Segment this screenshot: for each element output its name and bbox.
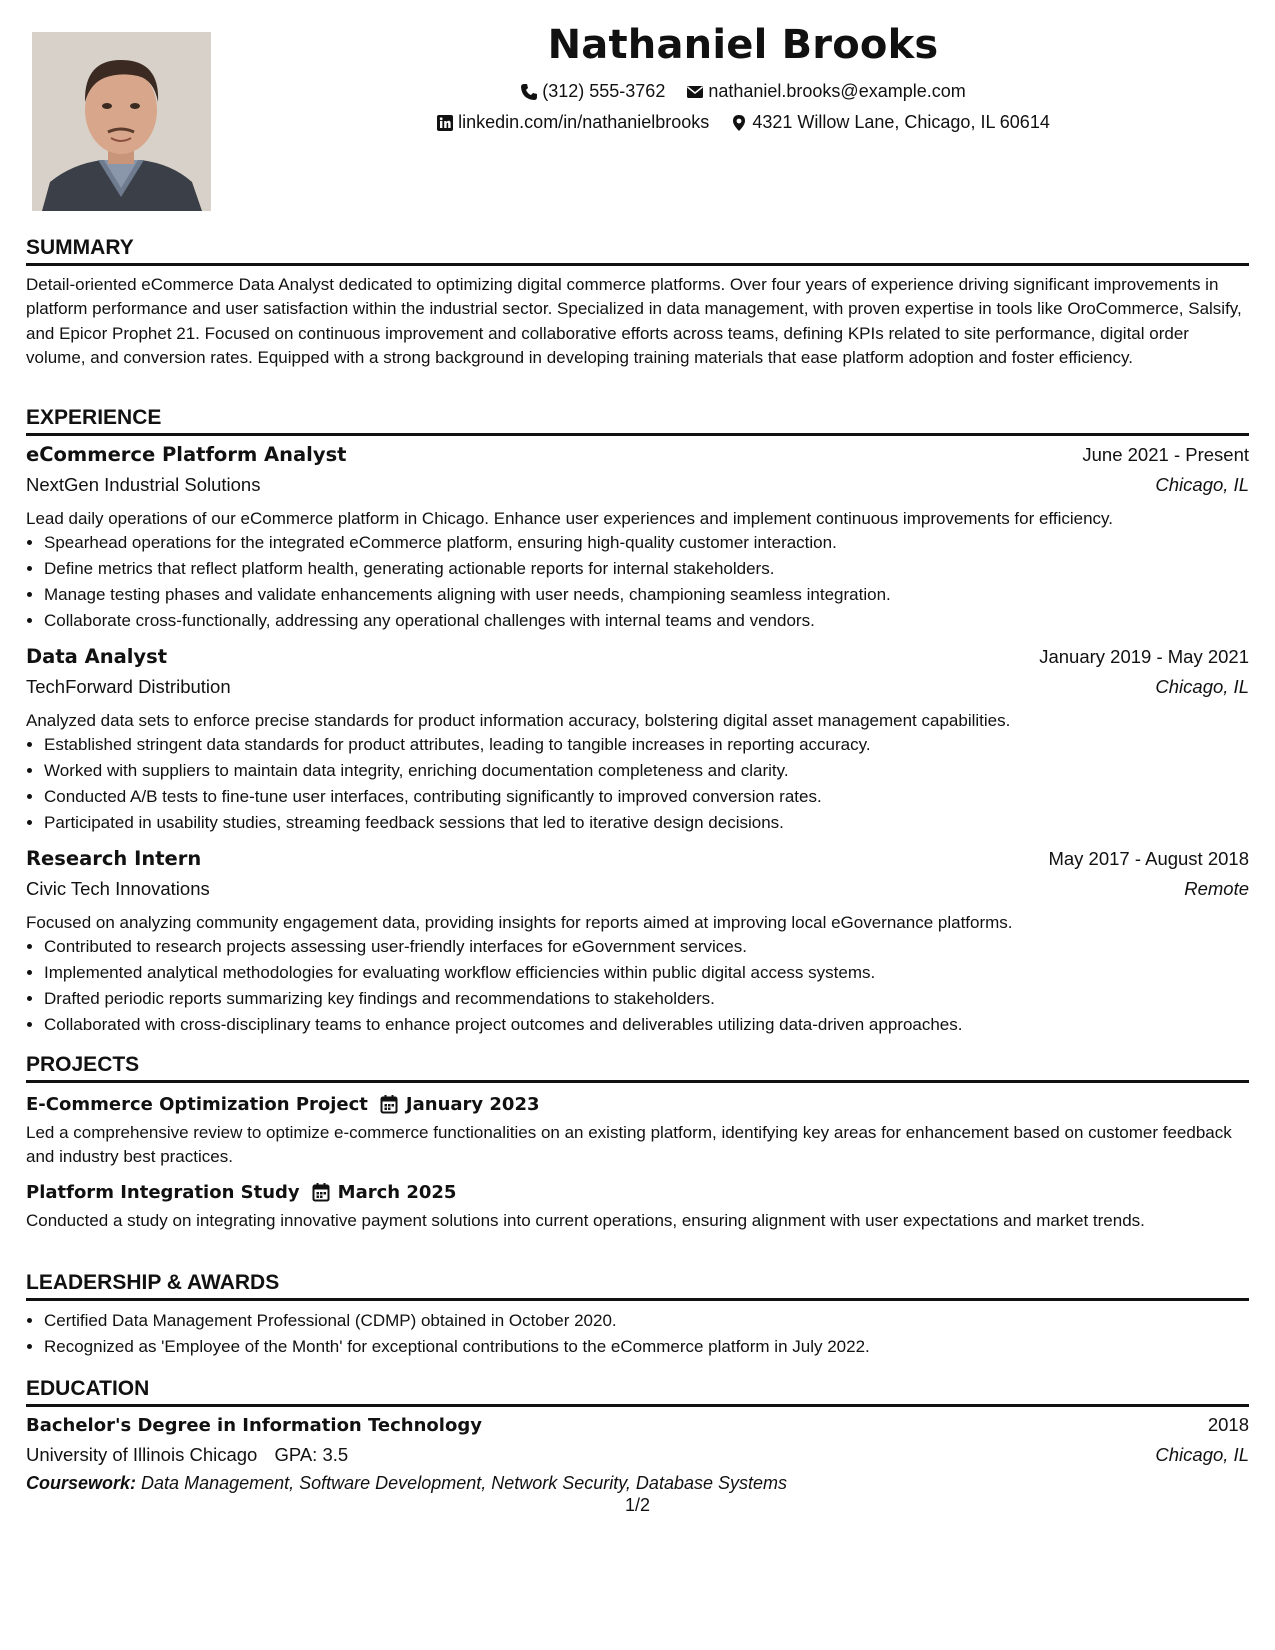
job-title: Research Intern: [26, 847, 202, 870]
job-description: Lead daily operations of our eCommerce platform in Chicago. Enhance user experiences and implement continuous improvements for efficiency.: [26, 509, 1113, 528]
projects-heading: PROJECTS: [26, 1052, 1249, 1083]
job-description: Analyzed data sets to enforce precise standards for product information accuracy, bolstering digital asset management capabilities.: [26, 711, 1011, 730]
list-item: • Contributed to research projects assessing user-friendly interfaces for eGovernment services.: [44, 934, 1249, 960]
leadership-bullets: [26, 1308, 1249, 1360]
project-header: [26, 1091, 540, 1117]
calendar-icon: [380, 1094, 398, 1114]
coursework-list: Data Management, Software Development, Network Security, Database Systems: [141, 1473, 787, 1493]
job-dates: June 2021 - Present: [1082, 444, 1249, 465]
experience-heading: EXPERIENCE: [26, 405, 1249, 436]
job-bullets: [26, 934, 1249, 1038]
list-item: • Certified Data Management Professional (CDMP) obtained in October 2020.: [44, 1308, 1249, 1334]
project-date: March 2025: [337, 1181, 457, 1203]
job-dates: January 2019 - May 2021: [1039, 646, 1249, 667]
job-description: Focused on analyzing community engagement data, providing insights for reports aimed at improving local eGovernance platforms.: [26, 913, 1013, 932]
address-contact: [730, 112, 1050, 133]
leadership-heading: LEADERSHIP & AWARDS: [26, 1270, 1249, 1301]
summary-heading: SUMMARY: [26, 235, 1249, 266]
gpa: GPA: 3.5: [274, 1444, 349, 1465]
education-heading: EDUCATION: [26, 1376, 1249, 1407]
calendar-icon: [312, 1182, 330, 1202]
coursework-label: Coursework:: [26, 1473, 137, 1493]
job-header: [26, 847, 1249, 875]
list-item: • Collaborated with cross-disciplinary teams to enhance project outcomes and deliverables utilizing data-driven approaches.: [44, 1012, 1249, 1038]
phone-text: (312) 555-3762: [542, 81, 666, 101]
contact-line-1: [211, 81, 1275, 106]
job-company-row: [26, 878, 1249, 906]
job-header: [26, 645, 1249, 673]
list-item: • Manage testing phases and validate enhancements aligning with user needs, championing seamless integration.: [44, 582, 1249, 608]
list-item: • Established stringent data standards for product attributes, leading to tangible increases in reporting accuracy.: [44, 732, 1249, 758]
job-company: NextGen Industrial Solutions: [26, 474, 261, 495]
project-date: January 2023: [405, 1093, 540, 1115]
address-text: 4321 Willow Lane, Chicago, IL 60614: [752, 112, 1050, 132]
job-location: Chicago, IL: [1155, 676, 1249, 697]
job-company-row: [26, 676, 1249, 704]
job-header: [26, 443, 1249, 471]
graduation-year: 2018: [1207, 1414, 1249, 1435]
project-description: Conducted a study on integrating innovative payment solutions into current operations, ensuring alignment with user expectations and market trends.: [26, 1211, 1145, 1230]
education-school-row: [26, 1444, 1249, 1472]
phone-icon: [520, 83, 538, 101]
candidate-name: Nathaniel Brooks: [547, 22, 939, 68]
project-description: Led a comprehensive review to optimize e-commerce functionalities on an existing platform, identifying key areas for enhancement based on customer feedback and industry best practices.: [26, 1123, 1232, 1167]
job-company: Civic Tech Innovations: [26, 878, 210, 899]
list-item: • Collaborate cross-functionally, addressing any operational challenges with internal teams and vendors.: [44, 608, 1249, 634]
contact-line-2: [211, 112, 1275, 137]
linkedin-contact[interactable]: [436, 112, 709, 133]
job-title: Data Analyst: [26, 645, 168, 668]
job-location: Chicago, IL: [1155, 474, 1249, 495]
envelope-icon: [686, 83, 704, 101]
job-dates: May 2017 - August 2018: [1048, 848, 1249, 869]
education-header: [26, 1414, 1249, 1442]
map-marker-icon: [730, 114, 748, 132]
school-location: Chicago, IL: [1155, 1444, 1249, 1465]
job-company: TechForward Distribution: [26, 676, 231, 697]
summary-text: Detail-oriented eCommerce Data Analyst dedicated to optimizing digital commerce platforms. Over four years of experience driving significant improvements in platform performance and user satisfaction within the industrial sector. Specialized in data management, with proven expertise in tools like OroCommerce, Salsify, and Epicor Prophet 21. Focused on continuous improvement and collaborative efforts across teams, defining KPIs related to site performance, digital order volume, and conversion rates. Equipped with a strong background in developing training materials that ease platform adoption and foster efficiency.: [26, 275, 1242, 368]
job-company-row: [26, 474, 1249, 502]
school-and-gpa: [26, 1444, 348, 1466]
degree: Bachelor's Degree in Information Technology: [26, 1415, 482, 1436]
list-item: • Spearhead operations for the integrated eCommerce platform, ensuring high-quality customer interaction.: [44, 530, 1249, 556]
project-name: Platform Integration Study: [26, 1181, 300, 1203]
project-name: E-Commerce Optimization Project: [26, 1093, 368, 1115]
email-contact[interactable]: [686, 81, 965, 102]
phone-contact: [520, 81, 665, 102]
job-location: Remote: [1184, 878, 1249, 899]
coursework: [26, 1473, 787, 1494]
project-header: [26, 1179, 456, 1205]
list-item: • Drafted periodic reports summarizing key findings and recommendations to stakeholders.: [44, 986, 1249, 1012]
profile-photo: [32, 32, 211, 211]
school-name: University of Illinois Chicago: [26, 1444, 258, 1465]
job-title: eCommerce Platform Analyst: [26, 443, 347, 466]
linkedin-text[interactable]: linkedin.com/in/nathanielbrooks: [458, 112, 710, 132]
list-item: • Participated in usability studies, streaming feedback sessions that led to iterative design decisions.: [44, 810, 1249, 836]
email-text[interactable]: nathaniel.brooks@example.com: [708, 81, 966, 101]
linkedin-icon: [436, 114, 454, 132]
page-number: 1/2: [624, 1495, 651, 1515]
list-item: • Define metrics that reflect platform health, generating actionable reports for internal stakeholders.: [44, 556, 1249, 582]
list-item: • Recognized as 'Employee of the Month' for exceptional contributions to the eCommerce platform in July 2022.: [44, 1334, 1249, 1360]
list-item: • Implemented analytical methodologies for evaluating workflow efficiencies within public digital access systems.: [44, 960, 1249, 986]
list-item: • Worked with suppliers to maintain data integrity, enriching documentation completeness and clarity.: [44, 758, 1249, 784]
job-bullets: [26, 732, 1249, 836]
list-item: • Conducted A/B tests to fine-tune user interfaces, contributing significantly to improved conversion rates.: [44, 784, 1249, 810]
job-bullets: [26, 530, 1249, 634]
